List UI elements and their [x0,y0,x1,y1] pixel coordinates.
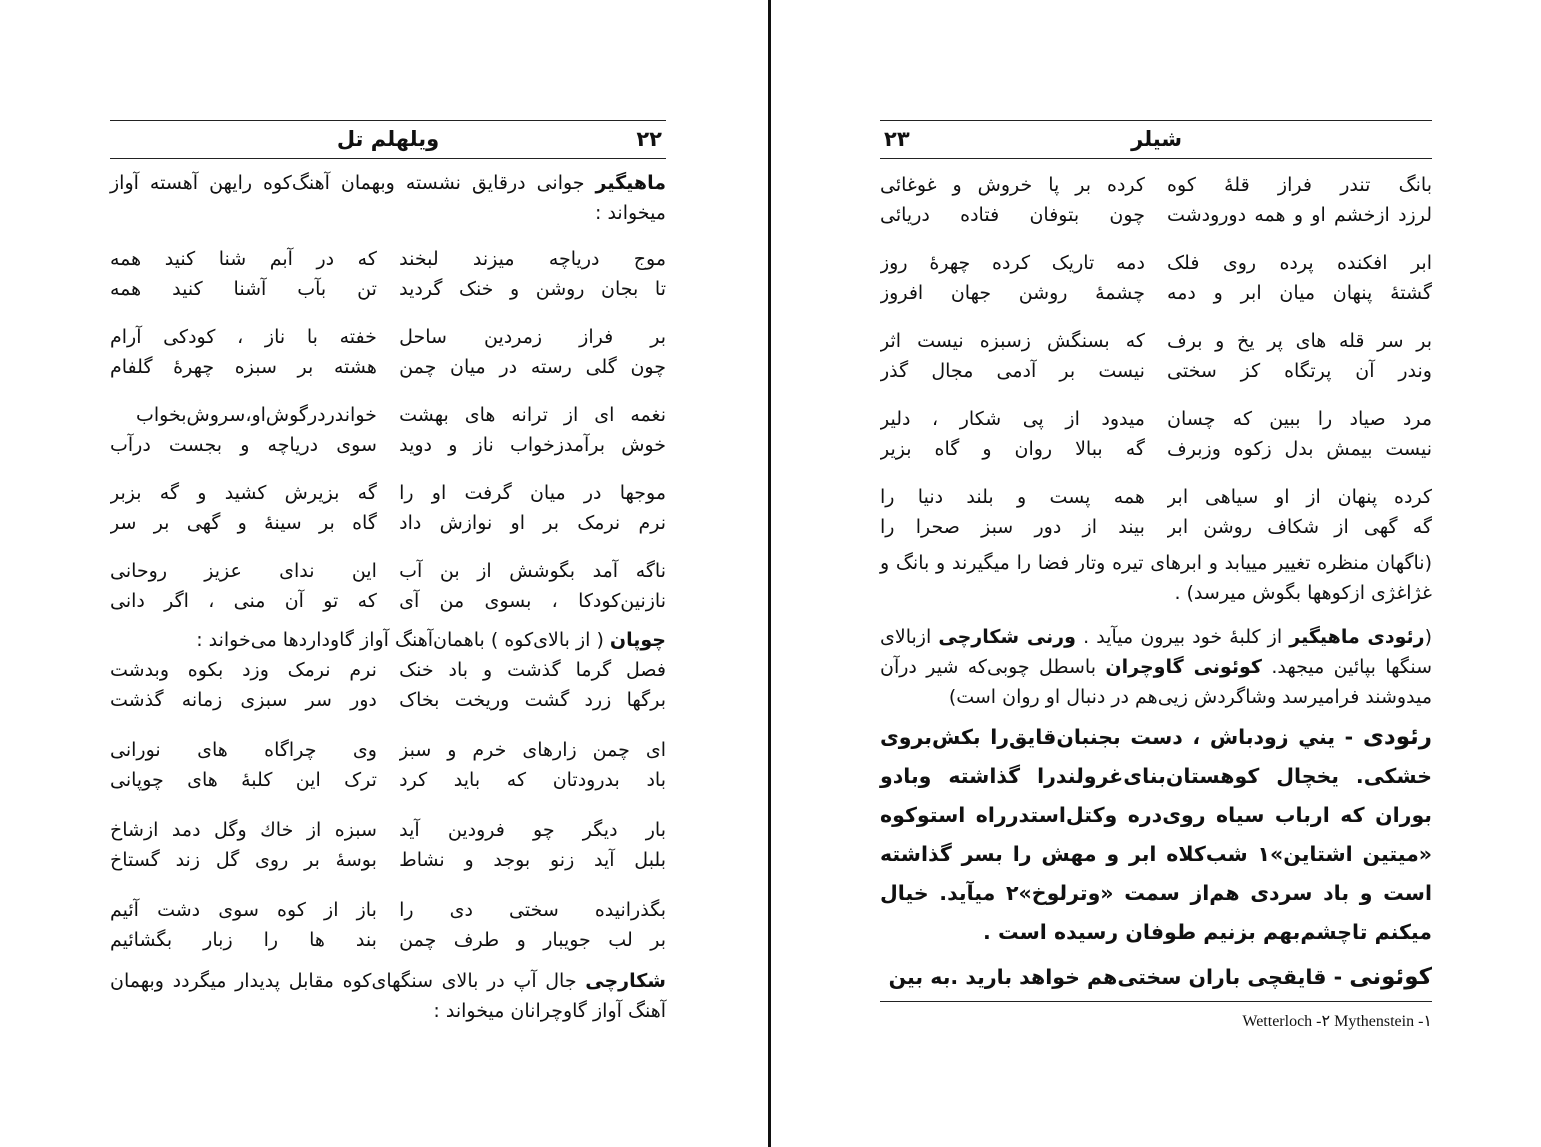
sd-text: ( [1424,626,1432,648]
hemistich-first: بر سر قله های پر یخ و برف [1167,330,1432,352]
verse-line [110,400,666,430]
stanza [110,655,666,715]
left-page [110,0,666,1147]
running-head-title: شیلر [1131,127,1182,151]
hemistich-first: گه گهی از شکاف روشن ابر [1167,516,1432,538]
right-page [880,0,1432,1147]
dialogue-1 [880,718,1432,952]
hemistich-first: بلبل آید زنو بوجد و نشاط [399,849,666,871]
stanza [110,735,666,795]
hemistich-second: چون بتوفان فتاده دریائی [880,204,1145,226]
hemistich-first: بر لب جویبار و طرف چمن [399,929,666,951]
shepherd-intro-text: ( از بالای‌کوه ) باهمان‌آهنگ آواز گاوداردها می‌خواند : [196,629,610,651]
hemistich-second: سوی دریاچه و بجست درآب [110,434,377,456]
verse-line [880,278,1432,308]
page-number: ۲۳ [884,127,910,151]
hemistich-first: باد بدرودتان که باید کرد [399,769,666,791]
hemistich-second: دمه تاریک کرده چهرهٔ روز [880,252,1145,274]
hemistich-first: لرزد ازخشم او و همه دورودشت [1167,204,1432,226]
header-rule-top [880,120,1432,121]
verse-line [110,322,666,352]
hemistich-second: گه بزیرش کشید و گه بزبر [110,482,377,504]
verse-line [110,655,666,685]
hemistich-second: این ندای عزیز روحانی [110,560,377,582]
hemistich-first: بانگ تندر فراز قلهٔ کوه [1167,174,1432,196]
hemistich-second: که تو آن منی ، اگر دانی [110,590,377,612]
verse-line [880,170,1432,200]
hemistich-second: همه پست و بلند دنیا را [880,486,1145,508]
hemistich-first: بگذرانیده سختی دی را [399,899,666,921]
hemistich-second: گاه بر سینهٔ و گهی بر سر [110,512,377,534]
outro-paragraph [110,966,666,1026]
verse-line [110,430,666,460]
hemistich-first: فصل گرما گذشت و باد خنک [399,659,666,681]
sd-text: ازبالای سنگها بپائین میجهد. [880,626,1433,678]
verse-line [880,248,1432,278]
intro-text: جوانی درقایق نشسته وبهمان آهنگ‌کوه رایهن آهسته آواز میخواند : [110,172,666,224]
running-head-title: ویلهلم تل [336,127,440,151]
hemistich-first: ناگه آمد بگوشش از بن آب [399,560,666,582]
speaker-name: ماهیگیر [595,172,666,194]
stanza [880,404,1432,464]
verse-line [110,765,666,795]
hemistich-second: نیست بر آدمی مجال گذر [880,360,1145,382]
verse-line [880,356,1432,386]
intro-paragraph [110,168,666,228]
stanza [880,326,1432,386]
dialogue-text: - قایقچی باران سختی‌هم خواهد بارید .به بین [888,965,1350,989]
hemistich-first: وندر آن پرتگاه کز سختی [1167,360,1432,382]
hemistich-first: نیست بیمش بدل زکوه وزبرف [1167,438,1432,460]
speaker-name: چوپان [609,629,666,651]
verse-line [110,845,666,875]
footnote: Wetterloch -۲ Mythenstein -۱ [1242,1013,1432,1030]
stanza [110,400,666,460]
hemistich-second: بیند از دور سبز صحرا را [880,516,1145,538]
hemistich-first: نازنین‌کودکا ، بسوی من آی [399,590,666,612]
hemistich-second: خواندردرگوش‌او،سروش‌بخواب [136,404,377,426]
header-rule-top [110,120,666,121]
hemistich-first: ابر افکنده پرده روی فلک [1167,252,1432,274]
running-head [880,124,1432,154]
stage-direction-1: (ناگهان منظره تغییر مییابد و ابرهای تیره وتار فضا را میگیرند و بانگ و غژاغژی ازکوهها بگوش میرسد) . [880,552,1432,604]
verse-line [110,925,666,955]
hemistich-second: سبزه از خاك وگل دمد ازشاخ [110,819,377,841]
hemistich-second: نرم نرمک وزد بکوه وبدشت [110,659,377,681]
hemistich-first: چون گلی رسته در میان چمن [399,356,666,378]
hemistich-first: بر فراز زمردین ساحل [399,326,666,348]
verse-line [110,895,666,925]
hemistich-first: ای چمن زارهای خرم و سبز [399,739,666,761]
hemistich-first: موج دریاچه میزند لبخند [399,248,666,270]
verse-line [110,815,666,845]
verse-line [880,512,1432,542]
dialogue-text: - یني زودباش ، دست بجنبان‌قایق‌را بکش‌بروی خشکی. یخچال کوهستان‌بنای‌غرولندرا گذاشته وبادو بوران که ارباب سیاه روی‌دره وکتل‌استدرراه استوکوه «میتین اشتاین»۱ شب‌کلاه ابر و مهش را بسر گذاشته است و باد سردی هم‌از سمت «وترلوخ»۲ میآید. خیال میکنم تاچشم‌بهم بزنیم طوفان رسیده است . [880,725,1432,944]
speaker-name: شکارچی [585,970,666,992]
verse-line [110,244,666,274]
verse-line [880,404,1432,434]
hemistich-second: باز از کوه سوی دشت آئیم [110,899,377,921]
verse-line [110,735,666,765]
verse-line [110,685,666,715]
speaker-name: کوئونی گاوچران [1105,656,1262,678]
hemistich-first: خوش برآمدزخواب ناز و دوید [399,434,666,456]
hemistich-second: بوسهٔ بر روی گل زند گستاخ [110,849,377,871]
speaker-name: ورنی شکارچی [938,626,1076,648]
footnote-rule [880,1001,1432,1002]
hemistich-first: بار دیگر چو فرودین آید [399,819,666,841]
hemistich-first: مرد صیاد را ببین که چسان [1167,408,1432,430]
verse-line [880,200,1432,230]
hemistich-second: تن بآب آشنا کنید همه [110,278,377,300]
verse-block-a [110,230,666,616]
verse-block [880,156,1432,542]
header-rule-bottom [110,158,666,159]
stanza [110,556,666,616]
sd-text: از کلبهٔ خود بیرون میآید . [1075,626,1290,648]
hemistich-second: خفته با ناز ، کودکی آرام [110,326,377,348]
sd-text: باسطل چوبی‌که شیر درآن میدوشند فرامیرسد وشاگردش زیی‌هم در دنبال او روان است) [880,656,1432,708]
hemistich-first: موجها در میان گرفت او را [399,482,666,504]
hemistich-first: نرم نرمک بر او نوازش داد [399,512,666,534]
stanza [110,815,666,875]
hemistich-second: چشمهٔ روشن جهان افروز [880,282,1145,304]
hemistich-first: نغمه ای از ترانه های بهشت [399,404,666,426]
stanza [880,170,1432,230]
hemistich-first: کرده پنهان از او سیاهی ابر [1167,486,1432,508]
running-head [110,124,666,154]
stanza [110,322,666,382]
dialogue-2 [880,958,1432,997]
hemistich-second: که بسنگش زسبزه نیست اثر [880,330,1145,352]
hemistich-second: میدود از پی شکار ، دلیر [880,408,1145,430]
verse-line [110,274,666,304]
stanza [880,482,1432,542]
page-number: ۲۲ [636,127,662,151]
stanza [880,248,1432,308]
hemistich-second: که در آبم شنا کنید همه [110,248,377,270]
stanza [110,478,666,538]
stanza [110,895,666,955]
verse-line [110,556,666,586]
hemistich-second: بند ها را زبار بگشائیم [110,929,377,951]
speaker-name: رئودی ماهیگیر [1289,626,1425,648]
hemistich-second: ترک این کلبهٔ های چوپانی [110,769,377,791]
verse-line [880,326,1432,356]
stage-direction-2 [880,622,1432,712]
verse-line [110,352,666,382]
verse-line [880,482,1432,512]
verse-block-b [110,647,666,955]
outro-text: جال آپ در بالای سنگهای‌کوه مقابل پدیدار میگردد وبهمان آهنگ آواز گاوچرانان میخواند : [110,970,666,1022]
speaker-name: رئودی [1362,724,1432,750]
hemistich-second: وی چراگاه های نورانی [110,739,377,761]
hemistich-first: تا بجان روشن و خنک گردید [399,278,666,300]
hemistich-second: هشته بر سبزه چهرهٔ گلفام [110,356,377,378]
stanza [110,244,666,304]
hemistich-first: برگها زرد گشت وریخت بخاک [399,689,666,711]
hemistich-first: گشتهٔ پنهان میان ابر و دمه [1167,282,1432,304]
hemistich-second: کرده بر پا خروش و غوغائی [880,174,1145,196]
verse-line [110,478,666,508]
verse-line [110,586,666,616]
hemistich-second: گه ببالا روان و گاه بزیر [880,438,1145,460]
verse-line [880,434,1432,464]
verse-line [110,508,666,538]
book-spine [768,0,771,1147]
hemistich-second: دور سر سبزی زمانه گذشت [110,689,377,711]
speaker-name: کوئونی [1349,964,1432,990]
